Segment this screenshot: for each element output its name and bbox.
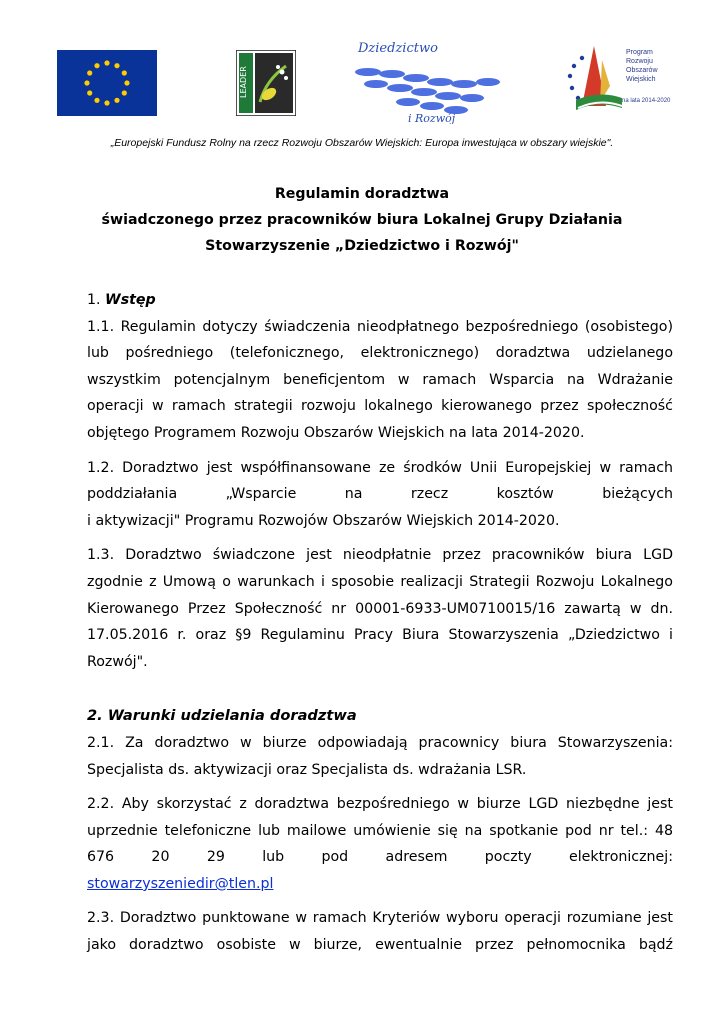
title-line-1: Regulamin doradztwa	[274, 186, 450, 202]
prow-logo-line-4: Wiejskich	[626, 76, 656, 83]
prow-logo-line-3: Obszarów	[626, 67, 658, 74]
section-1-number: 1.	[87, 292, 106, 308]
document-title	[0, 181, 724, 259]
eu-flag-logo	[57, 50, 157, 116]
paragraph-2-3: 2.3. Doradztwo punktowane w ramach Kryteriów wyboru operacji rozumiane jest jako doradztwo osobiste w biurze, ewentualnie przez pełnomocnika bądź	[87, 910, 673, 954]
paragraph-1-3: 1.3. Doradztwo świadczone jest nieodpłatnie przez pracowników biura LGD zgodnie z Umową o warunkach i sposobie realizacji Strategii Rozwoju Lokalnego Kierowanego Przez Społeczność nr 00001-6933-UM0710015/16 zawartą w dn. 17.05.2016 r. oraz §9 Regulaminu Pracy Biura Stowarzyszenia „Dziedzictwo i Rozwój".	[87, 547, 673, 670]
dziedzictwo-i-rozwoj-logo	[338, 36, 508, 124]
dir-logo-text-2: i Rozwój	[408, 112, 456, 124]
logo-bar	[0, 36, 724, 126]
dir-logo-text-1: Dziedzictwo	[358, 41, 438, 56]
section-1-heading	[87, 287, 673, 314]
prow-logo-years: na lata 2014-2020	[622, 98, 671, 104]
fund-motto: „Europejski Fundusz Rolny na rzecz Rozwoju Obszarów Wiejskich: Europa inwestująca w obszary wiejskie".	[110, 137, 614, 149]
paragraph-2-2: 2.2. Aby skorzystać z doradztwa bezpośredniego w biurze LGD niezbędne jest uprzednie telefoniczne lub mailowe umówienie się na spotkanie pod nr tel.: 48 676 20 29 lub pod adresem poczty elektronicznej:	[87, 796, 673, 866]
prow-logo-line-2: Rozwoju	[626, 58, 653, 65]
title-line-3: Stowarzyszenie „Dziedzictwo i Rozwój"	[205, 238, 519, 254]
document-body	[87, 287, 673, 967]
title-line-2: świadczonego przez pracowników biura Lokalnej Grupy Działania	[101, 212, 623, 228]
prow-logo	[560, 36, 686, 116]
paragraph-1-2-a: 1.2. Doradztwo jest współfinansowane ze środków Unii Europejskiej w ramach poddziałania „Wsparcie na rzecz kosztów bieżących	[87, 459, 673, 503]
prow-logo-line-1: Program	[626, 49, 653, 56]
paragraph-2-1: 2.1. Za doradztwo w biurze odpowiadają pracownicy biura Stowarzyszenia: Specjalista ds. aktywizacji oraz Specjalista ds. wdrażania LSR.	[87, 734, 673, 778]
section-2-heading: 2. Warunki udzielania doradztwa	[87, 707, 357, 725]
leader-logo	[236, 50, 296, 116]
section-1-title: Wstęp	[105, 292, 156, 308]
paragraph-1-1: 1.1. Regulamin dotyczy świadczenia nieodpłatnego bezpośredniego (osobistego) lub pośredniego (telefonicznego, elektronicznego) doradztwa udzielanego wszystkim potencjalnym beneficjentom w ramach Wsparcia na Wdrażanie operacji w ramach strategii rozwoju lokalnego kierowanego przez społeczność objętego Programem Rozwoju Obszarów Wiejskich na lata 2014-2020.	[87, 318, 673, 441]
paragraph-1-2-b: i aktywizacji" Programu Rozwojów Obszarów Wiejskich 2014-2020.	[87, 512, 560, 529]
email-link[interactable]: stowarzyszeniedir@tlen.pl	[87, 875, 274, 892]
leader-logo-text: LEADER	[239, 66, 248, 98]
